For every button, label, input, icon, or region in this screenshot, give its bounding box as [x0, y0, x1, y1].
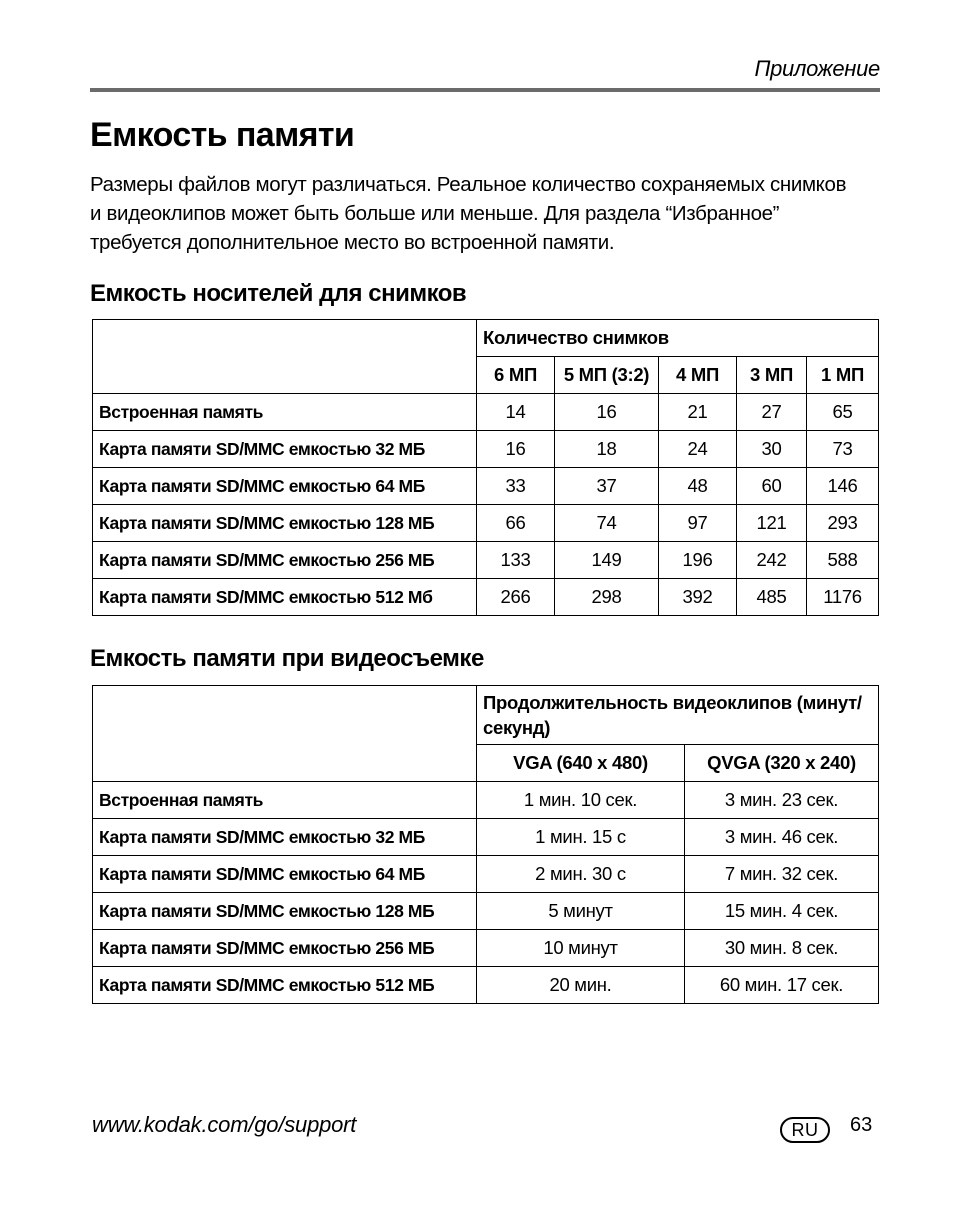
table-cell: 121 — [737, 505, 807, 542]
table-cell: 196 — [659, 542, 737, 579]
table-cell: 27 — [737, 394, 807, 431]
table-cell: 66 — [477, 505, 555, 542]
table-row — [93, 967, 879, 1004]
table-cell: 485 — [737, 579, 807, 616]
table-header-row — [93, 686, 879, 745]
table-cell: 20 мин. — [477, 967, 685, 1004]
table-cell: 5 минут — [477, 893, 685, 930]
page-title: Емкость памяти — [90, 116, 355, 154]
photo-capacity-title: Емкость носителей для снимков — [90, 280, 467, 307]
table-cell: 3 мин. 23 сек. — [685, 782, 879, 819]
table-cell: 146 — [807, 468, 879, 505]
table-row — [93, 782, 879, 819]
column-header: 4 МП — [659, 357, 737, 394]
table-cell: 1 мин. 15 с — [477, 819, 685, 856]
table-row — [93, 893, 879, 930]
table-row — [93, 542, 879, 579]
intro-line: Размеры файлов могут различаться. Реальное количество сохраняемых снимков — [90, 173, 847, 196]
table-row — [93, 394, 879, 431]
column-header: 6 МП — [477, 357, 555, 394]
column-header: 1 МП — [807, 357, 879, 394]
table-cell: 18 — [555, 431, 659, 468]
table-cell: 33 — [477, 468, 555, 505]
header-rule — [90, 88, 880, 92]
table-cell: 30 — [737, 431, 807, 468]
row-label: Встроенная память — [93, 394, 477, 431]
table-cell: 21 — [659, 394, 737, 431]
video-capacity-table — [92, 685, 879, 1004]
table-cell: 60 — [737, 468, 807, 505]
row-label: Карта памяти SD/MMC емкостью 32 МБ — [93, 819, 477, 856]
row-label: Карта памяти SD/MMC емкостью 128 МБ — [93, 893, 477, 930]
table-cell: 149 — [555, 542, 659, 579]
table-cell: 2 мин. 30 с — [477, 856, 685, 893]
row-label: Карта памяти SD/MMC емкостью 512 Мб — [93, 579, 477, 616]
table-cell: 392 — [659, 579, 737, 616]
video-duration-header: Продолжительность видеоклипов (минут/секунд) — [477, 686, 879, 745]
table-cell: 133 — [477, 542, 555, 579]
column-header: QVGA (320 x 240) — [685, 745, 879, 782]
table-cell: 266 — [477, 579, 555, 616]
support-url[interactable]: www.kodak.com/go/support — [92, 1112, 357, 1137]
table-cell: 3 мин. 46 сек. — [685, 819, 879, 856]
table-cell: 14 — [477, 394, 555, 431]
column-header: VGA (640 x 480) — [477, 745, 685, 782]
page-number: 63 — [850, 1114, 873, 1136]
row-label: Карта памяти SD/MMC емкостью 64 МБ — [93, 856, 477, 893]
table-cell: 48 — [659, 468, 737, 505]
table-cell: 30 мин. 8 сек. — [685, 930, 879, 967]
video-capacity-title: Емкость памяти при видеосъемке — [90, 645, 484, 672]
table-cell: 242 — [737, 542, 807, 579]
table-cell: 16 — [555, 394, 659, 431]
row-label: Карта памяти SD/MMC емкостью 512 МБ — [93, 967, 477, 1004]
table-row — [93, 505, 879, 542]
column-header: 3 МП — [737, 357, 807, 394]
language-badge: RU — [780, 1117, 830, 1143]
section-label: Приложение — [754, 56, 880, 81]
table-cell: 74 — [555, 505, 659, 542]
table-row — [93, 468, 879, 505]
table-row — [93, 930, 879, 967]
table-cell: 65 — [807, 394, 879, 431]
table-cell: 298 — [555, 579, 659, 616]
photo-count-header: Количество снимков — [477, 320, 879, 357]
table-row — [93, 819, 879, 856]
table-row — [93, 431, 879, 468]
table-cell: 1176 — [807, 579, 879, 616]
row-label: Карта памяти SD/MMC емкостью 64 МБ — [93, 468, 477, 505]
table-cell: 24 — [659, 431, 737, 468]
intro-paragraph — [90, 170, 880, 257]
table-header-row — [93, 320, 879, 357]
empty-corner-cell — [93, 320, 477, 394]
table-cell: 293 — [807, 505, 879, 542]
intro-line: требуется дополнительное место во встроенной памяти. — [90, 231, 615, 254]
row-label: Карта памяти SD/MMC емкостью 256 МБ — [93, 930, 477, 967]
row-label: Карта памяти SD/MMC емкостью 128 МБ — [93, 505, 477, 542]
row-label: Встроенная память — [93, 782, 477, 819]
row-label: Карта памяти SD/MMC емкостью 32 МБ — [93, 431, 477, 468]
table-cell: 60 мин. 17 сек. — [685, 967, 879, 1004]
table-cell: 7 мин. 32 сек. — [685, 856, 879, 893]
photo-capacity-table — [92, 319, 879, 616]
column-header: 5 МП (3:2) — [555, 357, 659, 394]
table-cell: 1 мин. 10 сек. — [477, 782, 685, 819]
table-row — [93, 856, 879, 893]
table-cell: 15 мин. 4 сек. — [685, 893, 879, 930]
table-cell: 588 — [807, 542, 879, 579]
row-label: Карта памяти SD/MMC емкостью 256 МБ — [93, 542, 477, 579]
table-cell: 10 минут — [477, 930, 685, 967]
table-cell: 37 — [555, 468, 659, 505]
table-row — [93, 579, 879, 616]
empty-corner-cell — [93, 686, 477, 782]
table-cell: 73 — [807, 431, 879, 468]
table-cell: 16 — [477, 431, 555, 468]
intro-line: и видеоклипов может быть больше или меньше. Для раздела “Избранное” — [90, 202, 780, 225]
table-cell: 97 — [659, 505, 737, 542]
